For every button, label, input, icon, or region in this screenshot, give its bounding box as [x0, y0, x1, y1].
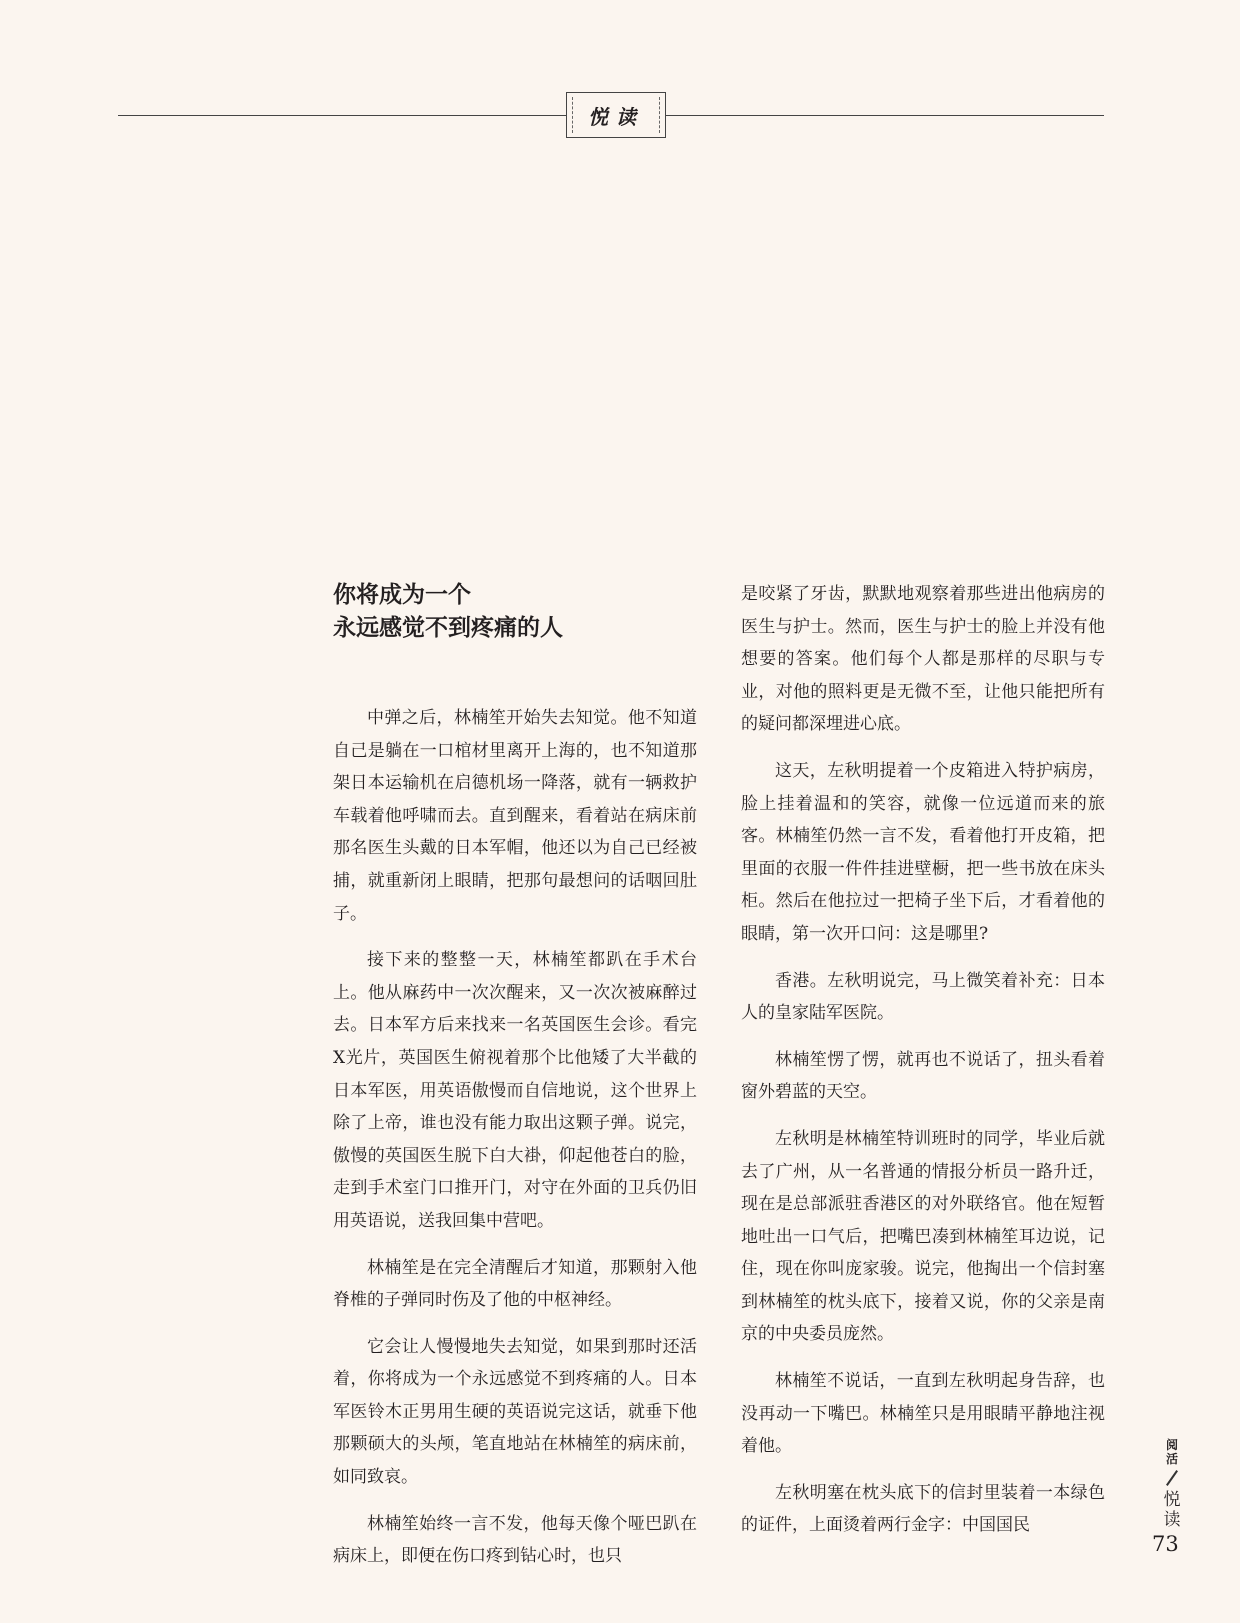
- paragraph-continuation: 是咬紧了牙齿，默默地观察着那些进出他病房的医生与护士。然而，医生与护士的脸上并没有他想要的答案。他们每个人都是那样的尽职与专业，对他的照料更是无微不至，让他只能把所有的疑问都深埋进心底。: [741, 584, 1105, 735]
- right-column: [741, 578, 1105, 1556]
- header-rule-right: [666, 115, 1104, 116]
- paragraph: 这天，左秋明提着一个皮箱进入特护病房，脸上挂着温和的笑容，就像一位远道而来的旅客。林楠笙仍然一言不发，看着他打开皮箱，把里面的衣服一件件挂进壁橱，把一些书放在床头柜。然后在他拉过一把椅子坐下后，才看着他的眼睛，第一次开口问：这是哪里?: [741, 760, 1105, 944]
- paragraph: 香港。左秋明说完，马上微笑着补充：日本人的皇家陆军医院。: [741, 970, 1105, 1024]
- section-label-frame: [572, 97, 660, 133]
- paragraph: 林楠笙始终一言不发，他每天像个哑巴趴在病床上，即便在伤口疼到钻心时，也只: [333, 1513, 697, 1567]
- section-label-box: [566, 92, 666, 138]
- paragraph: 左秋明是林楠笙特训班时的同学，毕业后就去了广州，从一名普通的情报分析员一路升迁，现在是总部派驻香港区的对外联络官。他在短暂地吐出一口气后，把嘴巴凑到林楠笙耳边说，记住，现在你叫庞家骏。说完，他掏出一个信封塞到林楠笙的枕头底下，接着又说，你的父亲是南京的中央委员庞然。: [741, 1128, 1105, 1345]
- paragraph: 中弹之后，林楠笙开始失去知觉。他不知道自己是躺在一口棺材里离开上海的，也不知道那架日本运输机在启德机场一降落，就有一辆救护车载着他呼啸而去。直到醒来，看着站在病床前那名医生头戴的日本军帽，他还以为自己已经被捕，就重新闭上眼睛，把那句最想问的话咽回肚子。: [333, 708, 697, 924]
- page-number: 73: [1152, 1532, 1179, 1556]
- paragraph: 林楠笙愣了愣，就再也不说话了，扭头看着窗外碧蓝的天空。: [741, 1049, 1105, 1103]
- side-tab-label: 悦 读: [1163, 1490, 1181, 1530]
- article-title-line-2: 永远感觉不到疼痛的人: [333, 614, 563, 641]
- side-section-tab: [1160, 1438, 1184, 1530]
- paragraph: 左秋明塞在枕头底下的信封里装着一本绿色的证件，上面烫着两行金字：中国国民: [741, 1482, 1105, 1536]
- article-title: [333, 578, 693, 644]
- side-tab-slash: [1166, 1470, 1178, 1486]
- paragraph: 林楠笙不说话，一直到左秋明起身告辞，也没再动一下嘴巴。林楠笙只是用眼睛平静地注视着他。: [741, 1371, 1105, 1457]
- paragraph: 接下来的整整一天，林楠笙都趴在手术台上。他从麻药中一次次醒来，又一次次被麻醉过去。日本军方后来找来一名英国医生会诊。看完X光片，英国医生俯视着那个比他矮了大半截的日本军医，用英语傲慢而自信地说，这个世界上除了上帝，谁也没有能力取出这颗子弹。说完，傲慢的英国医生脱下白大褂，仰起他苍白的脸，走到手术室门口推开门，对守在外面的卫兵仍旧用英语说，送我回集中营吧。: [333, 950, 697, 1231]
- article-title-line-1: 你将成为一个: [333, 581, 471, 608]
- side-tab-small-label: 阅 活: [1165, 1438, 1178, 1466]
- left-column: [333, 702, 697, 1587]
- section-label: 悦读: [588, 104, 644, 129]
- paragraph: 林楠笙是在完全清醒后才知道，那颗射入他脊椎的子弹同时伤及了他的中枢神经。: [333, 1257, 697, 1311]
- header-rule-left: [118, 115, 566, 116]
- paragraph: 它会让人慢慢地失去知觉，如果到那时还活着，你将成为一个永远感觉不到疼痛的人。日本军医铃木正男用生硬的英语说完这话，就垂下他那颗硕大的头颅，笔直地站在林楠笙的病床前，如同致哀。: [333, 1336, 697, 1488]
